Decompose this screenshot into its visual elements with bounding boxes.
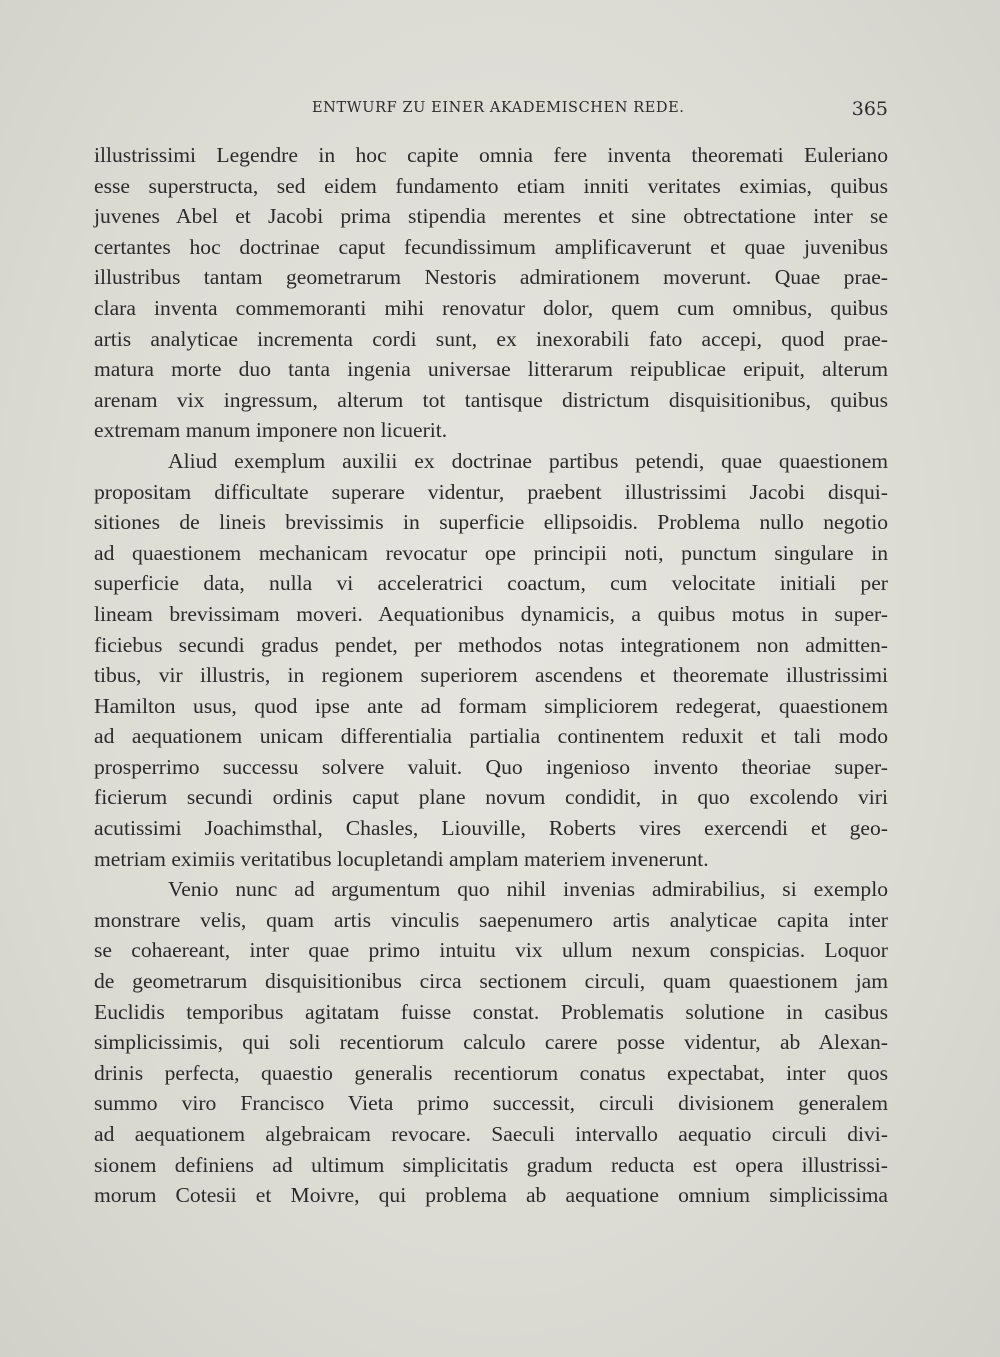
page-number: 365 xyxy=(851,98,888,120)
text-line: ad aequationem algebraicam revocare. Saeculi intervallo aequatio circuli divi- xyxy=(94,1122,888,1146)
text-line: esse superstructa, sed eidem fundamento etiam inniti veritates eximias, quibus xyxy=(94,173,888,198)
running-head: ENTWURF ZU EINER AKADEMISCHEN REDE. xyxy=(312,100,685,116)
text-line: de geometrarum disquisitionibus circa sectionem circuli, quam quaestionem jam xyxy=(94,969,888,994)
text-line: propositam difficultate superare videntur, praebent illustrissimi Jacobi disqui- xyxy=(94,479,888,504)
text-line: metriam eximiis veritatibus locupletandi amplam materiem invenerunt. xyxy=(94,846,709,871)
text-line: morum Cotesii et Moivre, qui problema ab aequatione omnium simplicissima xyxy=(94,1183,888,1208)
paragraph-1 xyxy=(94,140,888,446)
text-line: ad quaestionem mechanicam revocatur ope principii noti, punctum singulare in xyxy=(94,540,888,565)
text-line: ficierum secundi ordinis caput plane novum condidit, in quo excolendo viri xyxy=(94,785,888,810)
text-line: matura morte duo tanta ingenia universae litterarum reipublicae eripuit, alterum xyxy=(94,357,888,382)
text-line: sitiones de lineis brevissimis in superficie ellipsoidis. Problema nullo negotio xyxy=(94,510,888,535)
text-line: Euclidis temporibus agitatam fuisse constat. Problematis solutione in casibus xyxy=(94,999,888,1024)
paragraph-2 xyxy=(94,446,888,874)
text-line: tibus, vir illustris, in regionem superiorem ascendens et theoremate illustrissimi xyxy=(94,663,888,688)
text-line: ficiebus secundi gradus pendet, per methodos notas integrationem non admitten- xyxy=(94,632,888,657)
text-line: lineam brevissimam moveri. Aequationibus dynamicis, a quibus motus in super- xyxy=(94,601,888,626)
text-line: monstrare velis, quam artis vinculis saepenumero artis analyticae capita inter xyxy=(94,907,888,932)
text-line: Hamilton usus, quod ipse ante ad formam simpliciorem redegerat, quaestionem xyxy=(94,693,888,718)
text-line: artis analyticae incrementa cordi sunt, ex inexorabili fato accepi, quod prae- xyxy=(94,326,888,351)
text-line: illustribus tantam geometrarum Nestoris admirationem moverunt. Quae prae- xyxy=(94,265,888,290)
text-line: extremam manum imponere non licuerit. xyxy=(94,418,448,443)
text-line: acutissimi Joachimsthal, Chasles, Liouville, Roberts vires exercendi et geo- xyxy=(94,816,888,841)
text-line: prosperrimo successu solvere valuit. Quo ingenioso invento theoriae super- xyxy=(94,754,888,779)
body-text xyxy=(94,140,888,1211)
text-line: clara inventa commemoranti mihi renovatur dolor, quem cum omnibus, quibus xyxy=(94,295,888,320)
text-line: juvenes Abel et Jacobi prima stipendia merentes et sine obtrectatione inter se xyxy=(94,204,888,229)
text-line: se cohaereant, inter quae primo intuitu vix ullum nexum conspicias. Loquor xyxy=(94,938,888,963)
text-line: drinis perfecta, quaestio generalis recentiorum conatus expectabat, inter quos xyxy=(94,1060,888,1085)
page-header xyxy=(94,98,888,122)
paragraph-3 xyxy=(94,874,888,1211)
text-line: sionem definiens ad ultimum simplicitatis gradum reducta est opera illustrissi- xyxy=(94,1152,888,1177)
text-line: superficie data, nulla vi acceleratrici coactum, cum velocitate initiali per xyxy=(94,571,888,596)
text-line: simplicissimis, qui soli recentiorum calculo carere posse videntur, ab Alexan- xyxy=(94,1030,888,1055)
text-line: Venio nunc ad argumentum quo nihil invenias admirabilius, si exemplo xyxy=(168,877,888,902)
text-line: illustrissimi Legendre in hoc capite omnia fere inventa theoremati Euleriano xyxy=(94,143,888,167)
text-line: ad aequationem unicam differentialia partialia continentem reduxit et tali modo xyxy=(94,724,888,749)
text-line: certantes hoc doctrinae caput fecundissimum amplificaverunt et quae juvenibus xyxy=(94,234,888,259)
text-line: arenam vix ingressum, alterum tot tantisque districtum disquisitionibus, quibus xyxy=(94,387,888,412)
text-line: summo viro Francisco Vieta primo successit, circuli divisionem generalem xyxy=(94,1091,888,1116)
text-line: Aliud exemplum auxilii ex doctrinae partibus petendi, quae quaestionem xyxy=(168,448,888,473)
